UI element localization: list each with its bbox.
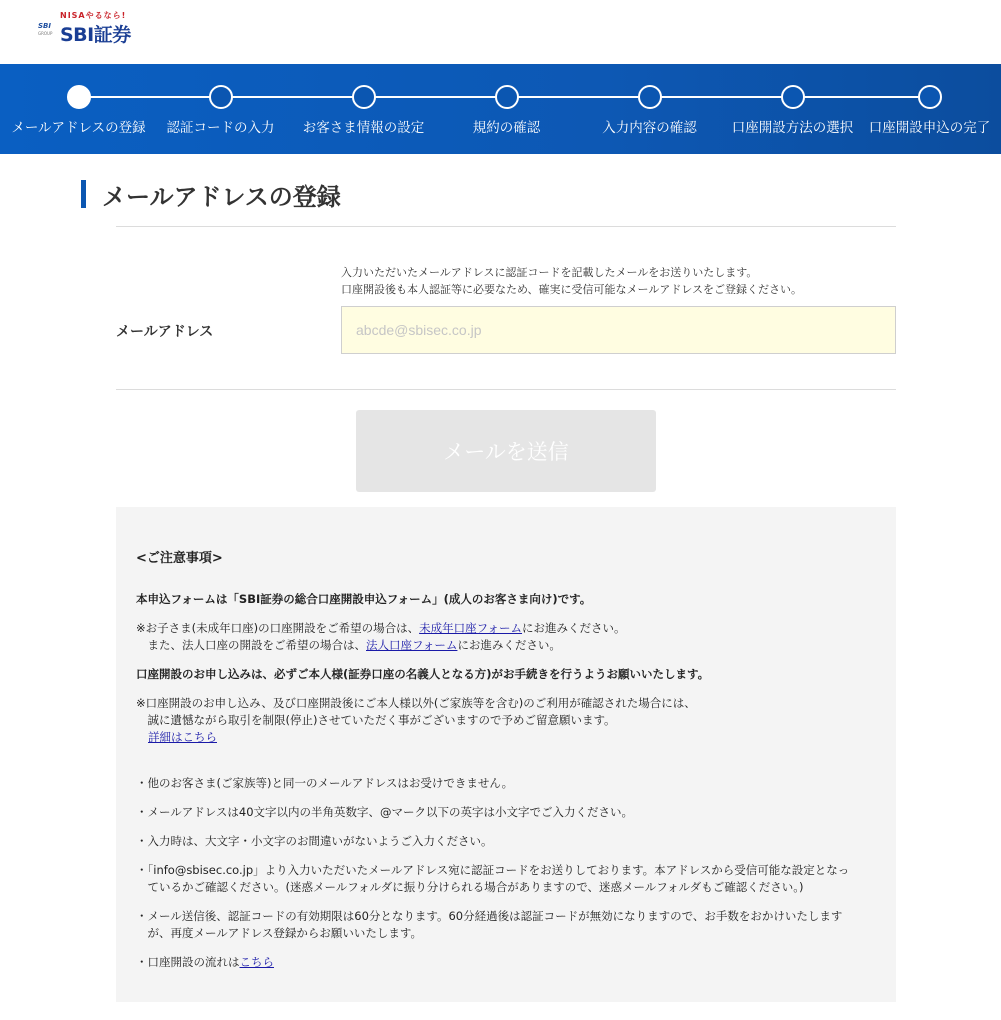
notes-paragraph	[148, 729, 217, 746]
minor-account-form-link[interactable]: 未成年口座フォーム	[419, 621, 523, 635]
notes-bullet: ・メール送信後、認証コードの有効期限は60分となります。60分経過後は認証コードが無効になりますので、お手数をおかけいたします	[136, 909, 843, 923]
notes-heading: <ご注意事項>	[136, 551, 223, 566]
notes-bullet: ・メールアドレスは40文字以内の半角英数字、@マーク以下の英字は小文字でご入力ください。	[136, 805, 634, 819]
email-field[interactable]	[341, 306, 896, 354]
step-2	[149, 64, 292, 154]
form-description	[341, 264, 802, 298]
step-3	[292, 64, 435, 154]
step-dot-icon	[209, 85, 233, 109]
step-label: 規約の確認	[472, 120, 541, 136]
notes-bullet: が、再度メールアドレス登録からお願いいたします。	[136, 926, 423, 940]
step-dot-icon	[67, 85, 91, 109]
step-dot-icon	[638, 85, 662, 109]
notes-paragraph: 口座開設のお申し込みは、必ずご本人様(証券口座の名義人となる方)がお手続きを行うようお願いいたします。	[136, 667, 710, 681]
divider	[116, 389, 896, 390]
notes-box	[116, 507, 896, 1002]
notes-bullet: ・入力時は、大文字・小文字のお間違いがないようご入力ください。	[136, 834, 493, 848]
step-label: 口座開設方法の選択	[731, 120, 854, 136]
step-label: お客さま情報の設定	[302, 120, 425, 136]
notes-paragraph: 本申込フォームは「SBI証券の総合口座開設申込フォーム」(成人のお客さま向け)です。	[136, 592, 592, 606]
notes-bullet: ているかご確認ください。(迷惑メールフォルダに振り分けられる場合がありますので、迷惑メールフォルダもご確認ください。)	[136, 880, 804, 894]
step-5	[578, 64, 721, 154]
text: ※お子さま(未成年口座)の口座開設をご希望の場合は、	[136, 621, 420, 635]
logo-name: SBI証券	[60, 24, 131, 46]
step-4	[435, 64, 578, 154]
description-line: 入力いただいたメールアドレスに認証コードを記載したメールをお送りいたします。	[341, 266, 758, 279]
notes-bullet	[136, 954, 274, 971]
step-label: 認証コードの入力	[166, 120, 275, 136]
page-title: メールアドレスの登録	[102, 183, 341, 211]
text: ・口座開設の流れは	[136, 955, 240, 969]
sbi-group-badge-icon	[38, 22, 56, 40]
step-label: 口座開設申込の完了	[868, 120, 991, 136]
details-link[interactable]: 詳細はこちら	[148, 730, 217, 744]
site-header	[0, 0, 1001, 64]
corporate-account-form-link[interactable]: 法人口座フォーム	[366, 638, 458, 652]
text: にお進みください。	[457, 638, 561, 652]
step-7	[858, 64, 1001, 154]
notes-bullet: ・「info@sbisec.co.jp」より入力いただいたメールアドレス宛に認証コードをお送りしております。本アドレスから受信可能な設定となっ	[136, 863, 850, 877]
logo-tagline: NISAやるなら!	[60, 11, 127, 20]
notes-bullet: ・他のお客さま(ご家族等)と同一のメールアドレスはお受けできません。	[136, 776, 514, 790]
notes-paragraph: 誠に遺憾ながら取引を制限(停止)させていただく事がございますので予めご留意願います。	[136, 713, 616, 727]
email-label: メールアドレス	[116, 324, 214, 340]
divider	[116, 226, 896, 227]
account-flow-link[interactable]: こちら	[239, 955, 274, 969]
badge-sub-text: GROUP	[38, 31, 53, 36]
notes-paragraph: ※口座開設のお申し込み、及び口座開設後にご本人様以外(ご家族等を含む)のご利用が確認された場合には、	[136, 696, 696, 710]
badge-text: SBI	[38, 22, 51, 30]
title-accent-bar	[81, 180, 86, 208]
step-dot-icon	[352, 85, 376, 109]
notes-paragraph	[136, 637, 561, 654]
sbi-logo[interactable]	[38, 10, 148, 46]
notes-paragraph	[136, 620, 626, 637]
step-label: メールアドレスの登録	[11, 120, 146, 136]
step-dot-icon	[781, 85, 805, 109]
step-label: 入力内容の確認	[602, 120, 697, 136]
progress-steps	[0, 64, 1001, 154]
step-dot-icon	[918, 85, 942, 109]
text: にお進みください。	[522, 621, 626, 635]
step-dot-icon	[495, 85, 519, 109]
step-6	[721, 64, 864, 154]
description-line: 口座開設後も本人認証等に必要なため、確実に受信可能なメールアドレスをご登録ください。	[341, 283, 803, 296]
text: また、法人口座の開設をご希望の場合は、	[136, 638, 366, 652]
step-1	[7, 64, 150, 154]
send-email-button[interactable]: メールを送信	[356, 410, 656, 492]
